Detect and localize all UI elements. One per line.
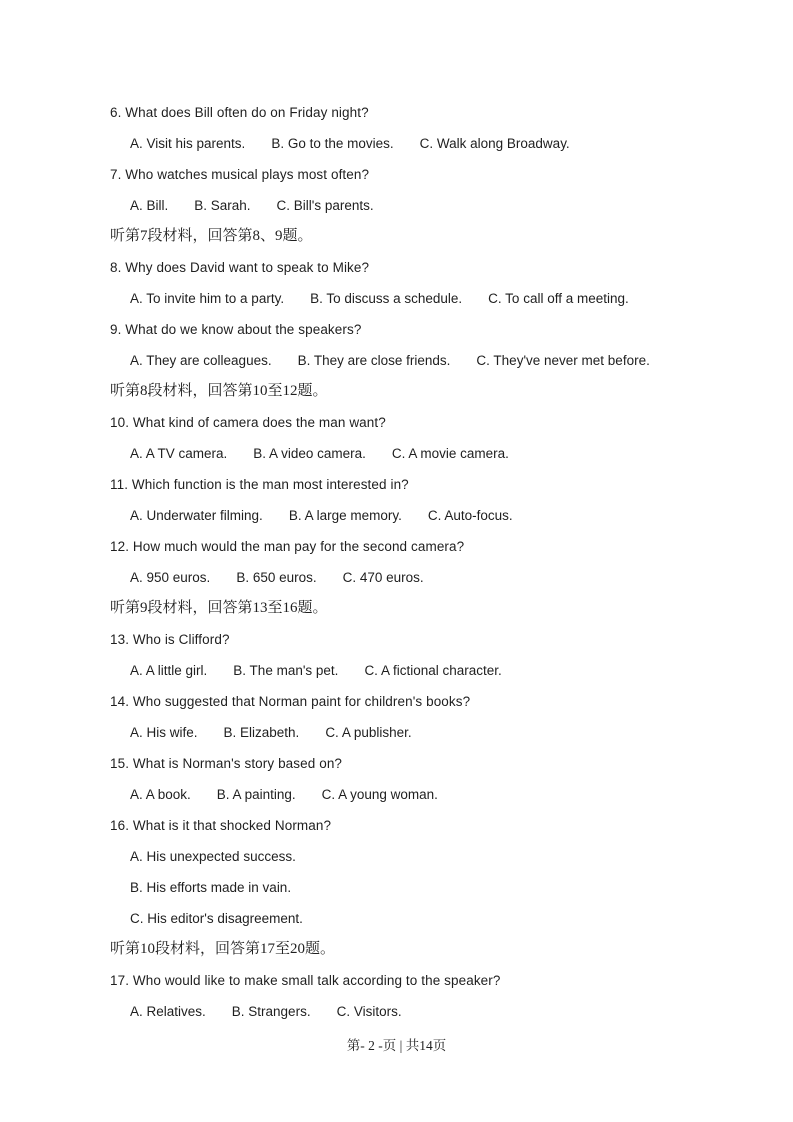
option: B. They are close friends. — [297, 353, 451, 368]
question-block — [110, 624, 753, 686]
options-row — [110, 128, 753, 159]
question-block — [110, 531, 753, 593]
question-block — [110, 252, 753, 314]
option: A. Relatives. — [130, 1004, 206, 1019]
option: C. A young woman. — [321, 787, 438, 802]
option: C. To call off a meeting. — [488, 291, 629, 306]
question-block — [110, 965, 753, 1027]
option: A. His wife. — [130, 725, 198, 740]
option: C. A publisher. — [325, 725, 412, 740]
section-instruction: 听第7段材料，回答第8、9题。 — [110, 228, 313, 244]
question-text: 7. Who watches musical plays most often? — [110, 167, 370, 182]
option: B. Elizabeth. — [223, 725, 300, 740]
option: C. A fictional character. — [364, 663, 502, 678]
option: B. A large memory. — [288, 508, 402, 523]
option: C. They've never met before. — [476, 353, 650, 368]
option: B. To discuss a schedule. — [310, 291, 463, 306]
option: B. 650 euros. — [236, 570, 317, 585]
option: A. To invite him to a party. — [130, 291, 285, 306]
question-block — [110, 159, 753, 221]
options-row — [110, 190, 753, 221]
option: B. A painting. — [216, 787, 296, 802]
options-row — [110, 841, 753, 934]
options-row — [110, 779, 753, 810]
option: C. His editor's disagreement. — [130, 911, 303, 926]
question-block — [110, 810, 753, 934]
option: A. A book. — [130, 787, 191, 802]
options-row — [110, 996, 753, 1027]
question-text: 9. What do we know about the speakers? — [110, 322, 362, 337]
question-block — [110, 97, 753, 159]
options-row — [110, 717, 753, 748]
option: A. Underwater filming. — [130, 508, 263, 523]
options-row — [110, 283, 753, 314]
question-text: 12. How much would the man pay for the second camera? — [110, 539, 465, 554]
option: A. Bill. — [130, 198, 169, 213]
option: A. A little girl. — [130, 663, 208, 678]
option: B. Go to the movies. — [271, 136, 394, 151]
question-block — [110, 686, 753, 748]
options-row — [110, 345, 753, 376]
option: C. Walk along Broadway. — [419, 136, 570, 151]
question-text: 6. What does Bill often do on Friday night? — [110, 105, 369, 120]
options-row — [110, 500, 753, 531]
option: C. Visitors. — [336, 1004, 402, 1019]
question-text: 16. What is it that shocked Norman? — [110, 818, 332, 833]
question-block — [110, 314, 753, 376]
page-footer: 第- 2 -页 | 共14页 — [346, 1038, 447, 1053]
option: C. 470 euros. — [342, 570, 424, 585]
question-text: 14. Who suggested that Norman paint for children's books? — [110, 694, 471, 709]
options-row — [110, 438, 753, 469]
option: A. 950 euros. — [130, 570, 211, 585]
section-instruction: 听第10段材料，回答第17至20题。 — [110, 941, 336, 957]
option: A. His unexpected success. — [130, 849, 296, 864]
options-row — [110, 655, 753, 686]
question-text: 13. Who is Clifford? — [110, 632, 230, 647]
option: C. A movie camera. — [391, 446, 509, 461]
question-block — [110, 407, 753, 469]
question-text: 11. Which function is the man most interested in? — [110, 477, 409, 492]
option: A. A TV camera. — [130, 446, 228, 461]
option: C. Auto-focus. — [427, 508, 513, 523]
options-row — [110, 562, 753, 593]
question-text: 17. Who would like to make small talk according to the speaker? — [110, 973, 501, 988]
question-text: 10. What kind of camera does the man want? — [110, 415, 386, 430]
option: B. The man's pet. — [233, 663, 339, 678]
questions-list — [110, 97, 753, 1027]
option: B. Strangers. — [231, 1004, 311, 1019]
option: B. Sarah. — [194, 198, 251, 213]
option: C. Bill's parents. — [276, 198, 374, 213]
question-text: 15. What is Norman's story based on? — [110, 756, 343, 771]
option: A. Visit his parents. — [130, 136, 246, 151]
option: B. A video camera. — [253, 446, 366, 461]
question-block — [110, 748, 753, 810]
question-text: 8. Why does David want to speak to Mike? — [110, 260, 370, 275]
question-block — [110, 469, 753, 531]
option: B. His efforts made in vain. — [130, 880, 292, 895]
option: A. They are colleagues. — [130, 353, 272, 368]
section-instruction: 听第9段材料，回答第13至16题。 — [110, 600, 328, 616]
section-instruction: 听第8段材料，回答第10至12题。 — [110, 383, 328, 399]
